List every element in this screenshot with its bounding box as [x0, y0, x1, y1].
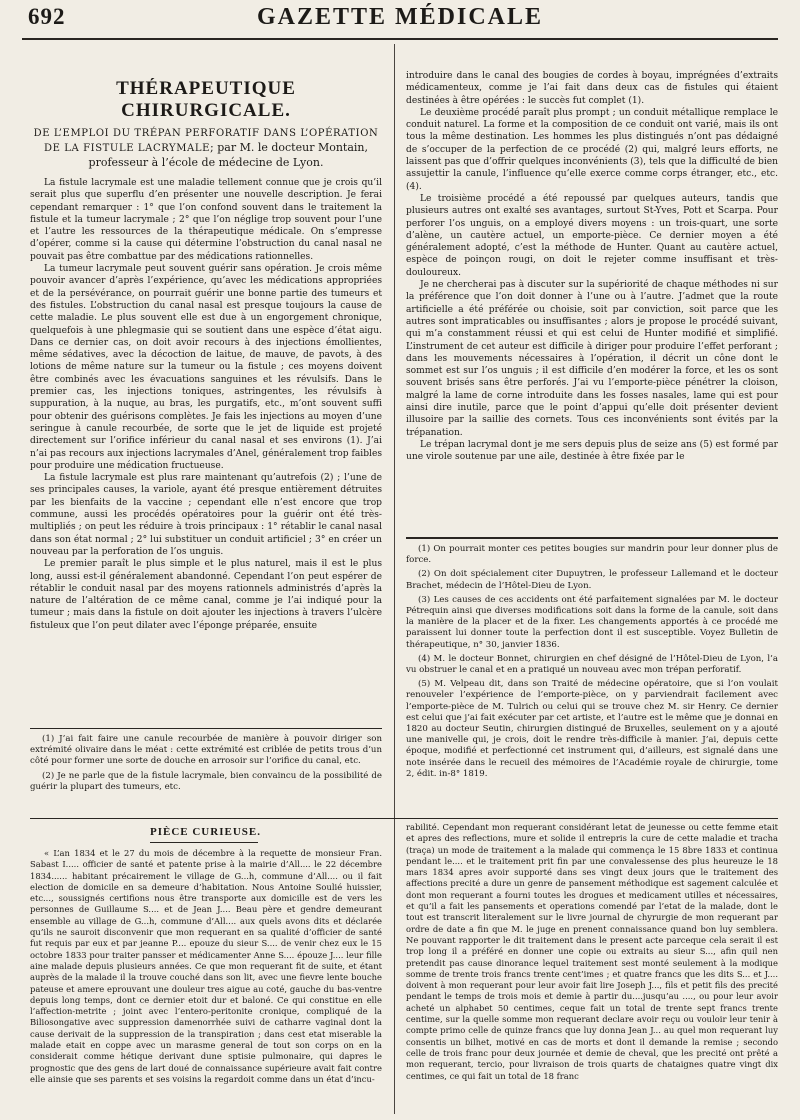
article-paragraph: Le trépan lacrymal dont je me sers depuis plus de seize ans (5) est formé par une virole soutenue par une aile, destinée à être fixée par le — [406, 439, 778, 463]
article-subtitle — [30, 126, 382, 170]
masthead-title: GAZETTE MÉDICALE — [256, 4, 544, 30]
article-right-column — [406, 70, 778, 520]
curiosity-text: « L’an 1834 et le 27 du mois de décembre à la requette de monsieur Fran. Sabast I..... officier de santé et patente prise à la mairie d’All.... le 22 décembre 1834...... habitant précairement le village de G...h, commune d’All.... ou il fait election de domicile en sa demeure d’habitation. Nous Antoine Soulié huissier, etc..., soussignés certifions nous être transporte aux domicille est de vers les personnes de Guillaume S.... et de Jean J.... Beau père et gendre demeurant ensemble au village de G...h, commune d’All.... aux quels avons dits et déclarée qu’ils ne sauroit disconvenir que mon requerant en sa qualité d’officier de santé fut requis par eux et par jeanne P.... epouze du sieur S.... de venir chez eux le 15 octobre 1833 pour traiter pansser et médicamenter Anne S.... épouze J.... leur fille aine malade depuis plusieurs années. Ce que mon requerant fit de suite, et étant auprès de la malade il la trouve couché dans son lit, avec une fievre lente bouche pateuse et amere eprouvant une douleur tres aigue au coté, gauche du bas-ventre depuis long temps, dont ce dernier etoit dur et baloné. Ce qui constitue en elle l’affection-metrite ; joint avec l’entero-peritonite cronique, compliqué de la Biliosongative avec suppression damenorrhée suivi de catharre vaginal dont la cause derivait de la suppression de la transpiration ; dans cest etat miserable la malade etait en coppe avec un marasme general de tout son corps on en la considerait comme hétique derivant dune sptisie pulmonaire, qui dapres le prognostic que des gens de lart doué de connaissance supérieure avait fait contre elle ainsie que ses parents et ses voisins la regardoit comme dans un état d’incu- — [30, 848, 382, 1084]
article-paragraph: introduire dans le canal des bougies de cordes à boyau, imprégnées d’extraits médicamenteux, comme je l’ai fait dans deux cas de fistules qui étaient destinées à être opérées : le succès fut complet (1). — [406, 71, 778, 106]
curiosity-title: PIÈCE CURIEUSE. — [150, 826, 261, 838]
footnote: (1) J’ai fait faire une canule recourbée de manière à pouvoir diriger son extrémité olivaire dans le méat : cette extrémité est criblée de petits trous d’un côté pour former une sorte de douche en arrosoir sur l’orifice du canal, etc. — [30, 734, 382, 767]
curiosity-title-underline — [150, 842, 258, 843]
curiosity-text: rabilité. Cependant mon requerant considérant letat de jeunesse ou cette femme etait et apres des reflections, mure et solide il entrepris la cure de cette maladie et tracha (traça) un mode de traitement a la malade qui commença le 15 8bre 1833 et continua pendant le.... et le traitement prit fin par une convalessense des plus heureuze le 18 mars 1834 apres avoir supporté dans ses vingt deux jours que le traitement des affections precité a dure un genre de pansement méthodique est sagement calculée et dont mon requerant a fourni toutes les drogues et medicament utilles et nécessaires, et qu’il a fait les pansements et operations comendé par l’etat de la malade, dont le tout est transcrit literalement sur le livre journal de chyrurgie de mon requerant par ordre de date a fin que M. le juge en prenent connaissance quand bon luy semblera. Ne pouvant rapporter le dit traitement dans le present acte parceque cela serait il est trop long il a préféré en donner une copie ou extraits au sieur S..., afin quil nen pretendit pas cause dinorance lequel traitement sest monté seulement à la modique somme de trente trois francs trente cent’imes ; et quatre francs que les dits S... et J.... doivent à mon requerant pour leur avoir fait lire Joseph J..., fils et petit fils des precité pendant le temps de trois mois et demie à partir du....jusqu’au ...., ou pour leur avoir acheté un alphabet 50 centimes, ceque fait un total de trente sept francs trente centime, sur la quelle somme mon requerant declare avoir reçu ou vouloir leur tenir à compte primo celle de quinze francs que luy donna Jean J... au quel mon requerant luy consentis un bilhet, motivé en cas de morts et dont il demande la remise ; secondo celle de trois franc pour deux journée et demie de cheval, que les precité ont prêté a mon requerant, tercio, pour livraison de trois quarts de chataignes quatre vingt dix centimes, ce qui fait un total de 18 franc — [406, 822, 778, 1081]
article-paragraph: Le premier paraît le plus simple et le plus naturel, mais il est le plus long, aussi est-il généralement abandonné. Cependant l’on peut espérer de rétablir le conduit nasal par des moyens rationnels administrés d’après la nature de l’altération de ce même canal, comme je l’ai indiqué pour la tumeur ; mais dans la fistule on doit ajouter les injections à travers l’ulcère fistuleux que l’on peut dilater avec l’éponge préparée, ensuite — [30, 559, 382, 631]
footnote: (3) Les causes de ces accidents ont été parfaitement signalées par M. le docteur Pétrequin ainsi que diverses modifications soit dans la forme de la canule, soit dans la manière de la placer et de la fixer. Les changements apportés à ce procédé me paraissent lui donner toute la perfection dont il est susceptible. Voyez Bulletin de thérapeutique, n° 30, janvier 1836. — [406, 594, 778, 650]
article-paragraph: Je ne chercherai pas à discuter sur la supériorité de chaque méthodes ni sur la préférence que l’on doit donner à l’une ou à l’autre. J’admet que la route artificielle a été préférée ou choisie, soit par conviction, soit parce que les autres sont impraticables ou insuffisantes ; alors je propose le procédé suivant, qui m’a constamment réussi et qui est celui de Hunter modifié et simplifié. L’instrument de cet auteur est difficile à diriger pour produire l’effet perforant ; dans les mouvements nécessaires à l’opération, il décrit un cône dont le sommet est sur l’os unguis ; il est difficile d’en modérer la force, et les os sont souvent brisés sans être perforés. J’ai vu l’emporte-pièce pénétrer la cloison, malgré la lame de corne introduite dans les fosses nasales, lame qui est pour ainsi dire inutile, parce que le point d’appui qu’elle doit présenter devient illusoire par la saillie des cornets. Tous ces inconvénients sont évités par la trépanation. — [406, 280, 778, 438]
column-divider — [394, 44, 395, 1114]
section-title: THÉRAPEUTIQUE CHIRURGICALE. — [116, 78, 296, 121]
article-left-column — [30, 78, 382, 726]
right-footnotes — [406, 544, 778, 810]
article-paragraph: La fistule lacrymale est plus rare maintenant qu’autrefois (2) ; l’une de ses principales causes, la variole, ayant été presque entièrement détruites par les bienfaits de la vaccine ; cependant elle n’est encore que trop commune, aussi les procédés opératoires pour la guérir ont été très-multipliés ; on peut les réduire à trois principaux : 1° rétablir le canal nasal dans son état normal ; 2° lui substituer un conduit artificiel ; 3° en créer un nouveau par la perforation de l’os unguis. — [30, 473, 382, 557]
footnote: (2) Je ne parle que de la fistule lacrymale, bien convaincu de la possibilité de guérir la plupart des tumeurs, etc. — [30, 770, 382, 792]
article-subtitle-author: ; par M. le docteur Montain, professeur à l’école de médecine de Lyon. — [88, 141, 368, 169]
right-footnote-rule — [406, 537, 778, 539]
curiosity-right-column — [406, 822, 778, 1116]
page-header — [0, 0, 800, 40]
footnote: (5) M. Velpeau dit, dans son Traité de médecine opératoire, que si l’on voulait renouveler l’expérience de l’emporte-pièce, on y parviendrait facilement avec l’emporte-pièce de M. Tulrich ou celui qui se trouve chez M. sir Henry. Ce dernier est celui que j’ai fait exécuter par cet artiste, et l’autre est le même que je donnai en 1820 au docteur Seutin, chirurgien distingué de Bruxelles, seulement on y a ajouté une manivelle qui, je crois, doit le rendre très-difficile à manier. J’ai, depuis cette époque, modifié et perfectionné cet instrument qui, d’ailleurs, est signalé dans une note insérée dans le recueil des mémoires de l’Académie royale de chirurgie, tome 2, édit. in-8° 1819. — [406, 679, 778, 779]
article-subtitle-prefix: DE L’EMPLOI DU TRÉPAN PERFORATIF DANS L’OPÉRATION DE LA FISTULE LACRYMALE — [33, 128, 379, 154]
article-paragraph: La tumeur lacrymale peut souvent guérir sans opération. Je crois même pouvoir avancer d’après l’expérience, qu’avec les médications appropriées et de la persévérance, on pourrait guérir une bonne partie des tumeurs et des fistules. L’obstruction du canal nasal est presque toujours la cause de cette maladie. Le plus souvent elle est due à un engorgement chronique, quelquefois à une phlegmasie qui se soutient dans une espèce d’état aigu. Dans ce dernier cas, on doit avoir recours à des injections émollientes, même sédatives, avec la décoction de laitue, de mauve, de pavots, à des lotions de même nature sur la tumeur ou la fistule ; ces moyens doivent être combinés avec les évacuations sanguines et les révulsifs. Dans le premier cas, les injections toniques, astringentes, les révulsifs à suppuration, à la nuque, au bras, les purgatifs, etc., m’ont souvent suffi pour obtenir des guérisons complètes. Je fais les injections au moyen d’une seringue à canule recourbée, de sorte que le jet de liquide est projeté directement sur l’orifice inférieur du canal nasal et ses environs (1). J’ai n’ai pas recours aux injections lacrymales d’Anel, généralement trop faibles pour produire une médication fructueuse. — [30, 264, 382, 471]
article-paragraph: Le deuxième procédé paraît plus prompt ; un conduit métallique remplace le conduit naturel. La forme et la composition de ce conduit ont varié, mais ils ont tous la même destination. Les hommes les plus distingués n’ont pas dédaigné de s’occuper de la perfection de ce procédé (2) qui, malgré leurs efforts, ne laissent pas que d’offrir quelques inconvénients (3), tels que la difficulté de bien assujettir la canule, l’influence qu’elle exerce comme corps étranger, etc., etc. (4). — [406, 107, 778, 192]
article-paragraph: Le troisième procédé a été repoussé par quelques auteurs, tandis que plusieurs autres ont exalté ses avantages, surtout St-Yves, Pott et Scarpa. Pour perforer l’os unguis, on a employé divers moyens : un trois-quart, une sorte d’alène, un cautère actuel, un emporte-pièce. Ce dernier moyen a été généralement adopté, c’est la méthode de Hunter. Quant au cautère actuel, espèce de poinçon rougi, on doit le rejeter comme insuffisant et très-douloureux. — [406, 193, 778, 278]
footnote: (1) On pourrait monter ces petites bougies sur mandrin pour leur donner plus de force. — [406, 544, 778, 566]
footnote: (4) M. le docteur Bonnet, chirurgien en chef désigné de l’Hôtel-Dieu de Lyon, l’a vu obstruer le canal et en a pratiqué un nouveau avec mon trépan perforatif. — [406, 653, 778, 676]
page-number: 692 — [28, 4, 66, 29]
curiosity-left-column — [30, 848, 382, 1116]
left-footnote-rule — [30, 728, 382, 729]
left-footnotes — [30, 734, 382, 814]
header-rule — [22, 38, 778, 40]
section-rule — [30, 818, 778, 819]
article-paragraph: La fistule lacrymale est une maladie tellement connue que je crois qu’il serait plus que superflu d’en présenter une nouvelle description. Je ferai cependant remarquer : 1° que l’on confond souvent dans le traitement la fistule et la tumeur lacrymale ; 2° que l’on néglige trop souvent pour l’une et l’autre les ressources de la thérapeutique médicale. On s’empresse d’opérer, comme si la cause qui détermine l’obstruction du canal nasal ne pouvait pas être combattue par des médications rationnelles. — [30, 178, 382, 262]
footnote: (2) On doit spécialement citer Dupuytren, le professeur Lallemand et le docteur Brachet, médecin de l’Hôtel-Dieu de Lyon. — [406, 569, 778, 591]
